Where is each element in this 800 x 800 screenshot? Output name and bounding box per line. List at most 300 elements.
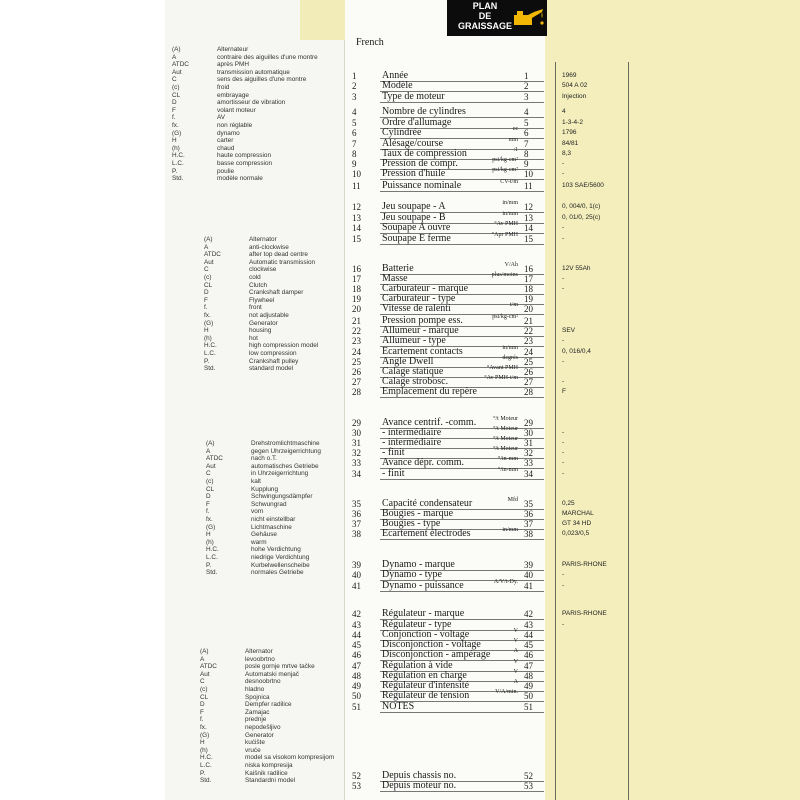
- legend-desc: anti-clockwise: [249, 243, 289, 251]
- field-unit: A: [513, 648, 518, 654]
- legend-desc: posle gornje mrtve tačke: [245, 663, 315, 671]
- form-row: [352, 580, 544, 592]
- legend-desc: gegen Uhrzeigerrichtung: [251, 447, 321, 455]
- logo-line: GRAISSAGE: [457, 21, 512, 31]
- legend-abbr: (h): [172, 144, 180, 152]
- legend-abbr: A: [172, 53, 177, 61]
- field-value: SEV: [562, 327, 576, 334]
- legend-desc: normales Getriebe: [251, 569, 304, 577]
- field-number: 25: [352, 357, 361, 367]
- field-label: Masse: [382, 273, 408, 284]
- legend-abbr: (h): [206, 538, 214, 546]
- field-number-right: 9: [524, 159, 529, 169]
- field-label: Disconjonction - ampérage: [382, 649, 491, 660]
- field-label: Batterie: [382, 263, 414, 274]
- field-label: Dynamo - puissance: [382, 580, 464, 591]
- field-value: PARIS-RHONE: [562, 610, 607, 617]
- legend-desc: Crankshaft damper: [249, 289, 304, 297]
- legend-desc: niska kompresija: [245, 761, 293, 769]
- legend-desc: modèle normale: [217, 175, 263, 183]
- field-number-right: 51: [524, 702, 533, 712]
- field-unit: CV-t/m: [500, 179, 518, 185]
- field-number: 44: [352, 630, 361, 640]
- form-row: [352, 468, 544, 480]
- field-number-right: 48: [524, 671, 533, 681]
- field-number-right: 18: [524, 284, 533, 294]
- field-label: Ordre d'allumage: [382, 117, 452, 128]
- legend-abbr: (c): [172, 83, 180, 91]
- field-label: - intermédiaire: [382, 427, 442, 438]
- field-number-right: 41: [524, 581, 533, 591]
- field-number: 19: [352, 294, 361, 304]
- field-number-right: 43: [524, 620, 533, 630]
- field-number: 53: [352, 781, 361, 791]
- field-label: - finit: [382, 468, 405, 479]
- field-number: 10: [352, 169, 361, 179]
- field-number: 14: [352, 223, 361, 233]
- field-number: 22: [352, 326, 361, 336]
- field-value: 0,023/0,5: [562, 530, 590, 537]
- legend-abbr: L.C.: [204, 349, 216, 357]
- field-number-right: 7: [524, 139, 529, 149]
- field-label: Ecartement contacts: [382, 346, 463, 357]
- field-unit: V: [513, 628, 518, 634]
- field-label: Depuis moteur no.: [382, 780, 457, 791]
- field-value: -: [562, 235, 565, 242]
- field-unit: t/m: [509, 302, 518, 308]
- legend-abbr: fx.: [172, 121, 179, 129]
- field-unit: in/mm: [502, 200, 518, 206]
- field-number: 6: [352, 128, 357, 138]
- legend-abbr: L.C.: [172, 159, 184, 167]
- field-number: 51: [352, 702, 361, 712]
- field-label: Type de moteur: [382, 91, 445, 102]
- field-value: 4: [562, 108, 566, 115]
- field-number-right: 12: [524, 202, 533, 212]
- field-unit: plus/moins: [491, 272, 518, 278]
- field-unit: in/mm: [502, 527, 518, 533]
- legend-abbr: P.: [204, 357, 210, 365]
- field-label: Depuis chassis no.: [382, 770, 457, 781]
- legend-desc: poulie: [217, 167, 235, 175]
- column-line: [555, 62, 556, 800]
- form-row: [352, 701, 544, 713]
- legend-abbr: (c): [204, 273, 212, 281]
- oil-can-icon: [511, 3, 545, 33]
- form-row: [352, 180, 544, 192]
- field-value: PARIS-RHONE: [562, 561, 607, 568]
- legend-abbr: A: [200, 655, 205, 663]
- field-value: -: [562, 459, 565, 466]
- legend-desc: chaud: [217, 144, 235, 152]
- field-number-right: 4: [524, 107, 529, 117]
- field-label: Vitesse de ralenti: [382, 303, 451, 314]
- legend-desc: nicht einstellbar: [251, 515, 296, 523]
- legend-desc: Spojnica: [245, 693, 270, 701]
- field-unit: °Avant PMH: [486, 365, 518, 371]
- legend-desc: front: [249, 304, 262, 312]
- field-number-right: 49: [524, 681, 533, 691]
- field-label: Modèle: [382, 80, 413, 91]
- field-number-right: 53: [524, 781, 533, 791]
- legend-desc: hohe Verdichtung: [251, 546, 301, 554]
- field-unit: V/A/min.: [495, 689, 518, 695]
- legend-abbr: H: [200, 739, 205, 747]
- field-label: Puissance nominale: [382, 180, 462, 191]
- legend-abbr: C: [172, 76, 177, 84]
- field-number-right: 35: [524, 499, 533, 509]
- legend-desc: Alternateur: [217, 46, 249, 53]
- field-number-right: 39: [524, 560, 533, 570]
- field-number-right: 33: [524, 458, 533, 468]
- field-value: 504 A 02: [562, 82, 588, 89]
- legend-desc: kalt: [251, 477, 261, 485]
- field-label: Jeu soupape - B: [382, 212, 446, 223]
- field-number-right: 27: [524, 377, 533, 387]
- field-number-right: 19: [524, 294, 533, 304]
- legend-abbr: (h): [200, 746, 208, 754]
- legend-abbr: D: [172, 99, 177, 107]
- legend-abbr: H: [204, 327, 209, 335]
- field-label: Régulateur de tension: [382, 690, 470, 701]
- field-value: 1796: [562, 129, 577, 136]
- field-number: 2: [352, 81, 357, 91]
- legend-desc: not adjustable: [249, 311, 289, 319]
- field-label: Dynamo - type: [382, 569, 442, 580]
- field-number-right: 44: [524, 630, 533, 640]
- field-label: Pression d'huile: [382, 168, 446, 179]
- legend-abbr: A: [206, 447, 211, 455]
- field-value: F: [562, 388, 566, 395]
- legend-desc: Kaišnik radilice: [245, 769, 288, 777]
- legend-desc: Kurbelwellenscheibe: [251, 561, 310, 569]
- legend-abbr: H.C.: [172, 152, 185, 160]
- field-label: Année: [382, 70, 409, 81]
- field-value: MARCHAL: [562, 510, 594, 517]
- field-label: Ecartement électrodes: [382, 528, 471, 539]
- field-number-right: 16: [524, 264, 533, 274]
- field-unit: V: [513, 669, 518, 675]
- field-unit: Mfd: [507, 497, 518, 503]
- field-value: -: [562, 470, 565, 477]
- legend-desc: prednje: [245, 716, 267, 724]
- field-label: Jeu soupape - A: [382, 201, 446, 212]
- legend-abbr: (c): [206, 477, 214, 485]
- legend-desc: froid: [217, 83, 230, 91]
- legend-abbr: Std.: [206, 569, 218, 577]
- legend-abbr: H: [172, 137, 177, 145]
- field-number-right: 26: [524, 367, 533, 377]
- legend-desc: Schwingungsdämpfer: [251, 493, 313, 501]
- field-unit: °/t Moteur: [493, 436, 518, 442]
- legend-desc: automatisches Getriebe: [251, 462, 319, 470]
- legend-abbr: (A): [204, 236, 213, 243]
- field-value: GT 34 HD: [562, 520, 592, 527]
- legend-desc: vorn: [251, 508, 264, 516]
- legend-desc: nach o.T.: [251, 455, 277, 463]
- field-number: 26: [352, 367, 361, 377]
- legend-abbr: Std.: [204, 365, 216, 373]
- field-number: 8: [352, 149, 357, 159]
- legend-abbr: D: [204, 289, 209, 297]
- field-label: - finit: [382, 447, 405, 458]
- legend-desc: Generator: [245, 731, 274, 739]
- field-value: -: [562, 358, 565, 365]
- legend-abbr: f.: [172, 114, 176, 122]
- legend-desc: embrayage: [217, 91, 249, 99]
- legend-abbr: H.C.: [206, 546, 219, 554]
- logo-line: PLAN: [472, 1, 498, 11]
- legend-abbr: (G): [172, 129, 182, 137]
- field-label: Capacité condensateur: [382, 498, 473, 509]
- field-unit: °Av PMH: [494, 221, 518, 227]
- field-value: 103 SAE/5600: [562, 182, 604, 189]
- field-value: -: [562, 449, 565, 456]
- field-value: -: [562, 160, 565, 167]
- field-unit: °Av PMH-t/m: [484, 375, 518, 381]
- field-number: 49: [352, 681, 361, 691]
- field-label: Pression de compr.: [382, 158, 458, 169]
- field-number: 48: [352, 671, 361, 681]
- field-label: Régulation en charge: [382, 670, 467, 681]
- legend-desc: Automatic transmission: [249, 258, 316, 266]
- field-number: 5: [352, 118, 357, 128]
- field-number: 52: [352, 771, 361, 781]
- legend-abbr: CL: [204, 281, 213, 289]
- yellow-value-sheet: [545, 0, 800, 800]
- field-number: 23: [352, 336, 361, 346]
- field-number: 30: [352, 428, 361, 438]
- field-value: 0, 004/0, 1(c): [562, 203, 601, 210]
- field-number-right: 31: [524, 438, 533, 448]
- legend-desc: model sa visokom kompresijom: [245, 754, 335, 762]
- legend-desc: Lichtmaschine: [251, 523, 292, 531]
- field-number: 34: [352, 469, 361, 479]
- field-number: 45: [352, 640, 361, 650]
- field-number: 11: [352, 181, 361, 191]
- legend-abbr: Std.: [172, 175, 184, 183]
- field-value: 8,3: [562, 150, 572, 157]
- field-number-right: 52: [524, 771, 533, 781]
- legend-desc: warm: [251, 538, 267, 546]
- legend-desc: vruće: [245, 746, 261, 754]
- legend-desc: après PMH: [217, 61, 249, 69]
- field-number-right: 47: [524, 661, 533, 671]
- field-unit: °/in-mm: [497, 467, 518, 473]
- legend-abbr: F: [172, 106, 176, 114]
- field-number-right: 38: [524, 529, 533, 539]
- field-number: 41: [352, 581, 361, 591]
- form-title: French: [356, 37, 384, 48]
- legend-desc: hladno: [245, 685, 265, 693]
- legend-desc: Standardni model: [245, 777, 296, 785]
- field-number-right: 10: [524, 169, 533, 179]
- field-number: 32: [352, 448, 361, 458]
- field-value: -: [562, 571, 565, 578]
- field-number-right: 28: [524, 387, 533, 397]
- field-number: 15: [352, 234, 361, 244]
- field-number: 37: [352, 519, 361, 529]
- field-label: Emplacement du repère: [382, 386, 477, 397]
- legend-abbr: ATDC: [206, 455, 223, 463]
- field-label: Angle Dwell: [382, 356, 434, 367]
- field-number: 35: [352, 499, 361, 509]
- legend-desc: Zamajac: [245, 708, 270, 716]
- field-number-right: 21: [524, 316, 533, 326]
- field-number-right: 42: [524, 609, 533, 619]
- field-number: 3: [352, 92, 357, 102]
- field-unit: psi/kg-cm²: [492, 167, 518, 173]
- field-label: Bougies - marque: [382, 508, 454, 519]
- field-number: 40: [352, 570, 361, 580]
- legend-desc: high compression model: [249, 342, 319, 350]
- legend-desc: amortisseur de vibration: [217, 99, 286, 107]
- field-value: 1-3-4-2: [562, 119, 583, 126]
- field-label: - intermédiaire: [382, 437, 442, 448]
- field-label: Carburateur - marque: [382, 283, 469, 294]
- legend-abbr: F: [206, 500, 210, 508]
- legend-abbr: H.C.: [204, 342, 217, 350]
- legend-abbr: D: [200, 701, 205, 709]
- field-label: Allumeur - type: [382, 335, 446, 346]
- field-number: 12: [352, 202, 361, 212]
- legend-abbr: F: [204, 296, 208, 304]
- legend-abbr: L.C.: [206, 553, 218, 561]
- field-number: 29: [352, 418, 361, 428]
- form-row: [352, 780, 544, 792]
- legend-abbr: D: [206, 493, 211, 501]
- field-number: 17: [352, 274, 361, 284]
- legend-desc: hot: [249, 334, 258, 342]
- field-unit: mm: [508, 137, 518, 143]
- field-number-right: 34: [524, 469, 533, 479]
- field-value: -: [562, 337, 565, 344]
- legend-abbr: C: [206, 470, 211, 478]
- legend-abbr: CL: [206, 485, 215, 493]
- field-number: 16: [352, 264, 361, 274]
- field-value: 0,25: [562, 500, 575, 507]
- legend-desc: volant moteur: [217, 106, 256, 114]
- field-number: 31: [352, 438, 361, 448]
- field-value: 12V 55Ah: [562, 265, 591, 272]
- legend-abbr: f.: [200, 716, 204, 724]
- field-value: -: [562, 439, 565, 446]
- field-unit: :1: [513, 147, 518, 153]
- field-value: -: [562, 378, 565, 385]
- field-number: 47: [352, 661, 361, 671]
- field-label: Taux de compression: [382, 148, 467, 159]
- field-number-right: 8: [524, 149, 529, 159]
- field-number-right: 25: [524, 357, 533, 367]
- logo-line: DE: [478, 11, 492, 21]
- legend-desc: basse compression: [217, 159, 273, 167]
- field-label: Calage statique: [382, 366, 444, 377]
- legend-desc: Dempfer radilice: [245, 701, 292, 709]
- plan-de-graissage-logo: [447, 0, 547, 36]
- legend-abbr: ATDC: [200, 663, 217, 671]
- legend-desc: Drehstromlichtmaschine: [251, 440, 320, 447]
- field-number-right: 29: [524, 418, 533, 428]
- field-number-right: 36: [524, 509, 533, 519]
- legend-abbr: C: [200, 678, 205, 686]
- field-unit: A: [513, 679, 518, 685]
- field-label: Allumeur - marque: [382, 325, 459, 336]
- field-label: Carburateur - type: [382, 293, 456, 304]
- field-unit: in/mm: [502, 345, 518, 351]
- field-value: -: [562, 582, 565, 589]
- field-unit: V: [513, 638, 518, 644]
- legend-desc: cold: [249, 273, 261, 281]
- legend-abbr: CL: [172, 91, 181, 99]
- legend-desc: Clutch: [249, 281, 268, 289]
- field-number: 21: [352, 316, 361, 326]
- legend-abbr: (G): [200, 731, 210, 739]
- legend-abbr: F: [200, 708, 204, 716]
- legend-desc: Alternator: [249, 236, 277, 243]
- field-number: 9: [352, 159, 357, 169]
- legend-abbr: L.C.: [200, 761, 212, 769]
- legend-abbr: (A): [200, 648, 209, 655]
- field-label: Disconjonction - voltage: [382, 639, 481, 650]
- field-value: 0, 016/0,4: [562, 348, 591, 355]
- field-label: Régulateur d'intensité: [382, 680, 470, 691]
- legend-abbr: C: [204, 266, 209, 274]
- legend-desc: Alternator: [245, 648, 273, 655]
- legend-desc: Generator: [249, 319, 278, 327]
- legend-abbr: (A): [206, 440, 215, 447]
- field-value: Injection: [562, 93, 587, 100]
- legend-desc: haute compression: [217, 152, 271, 160]
- legend-abbr: P.: [172, 167, 178, 175]
- field-unit: psi/kg-cm²: [492, 314, 518, 320]
- field-unit: V/Ah: [504, 262, 518, 268]
- legend-abbr: P.: [206, 561, 212, 569]
- legend-abbr: fx.: [204, 311, 211, 319]
- field-value: -: [562, 275, 565, 282]
- field-label: Pression pompe ess.: [382, 315, 463, 326]
- legend-abbr: H: [206, 531, 211, 539]
- legend-desc: carter: [217, 137, 234, 145]
- legend-desc: Automatski menjač: [245, 670, 299, 678]
- legend-abbr: fx.: [200, 723, 207, 731]
- legend-desc: Schwungrad: [251, 500, 287, 508]
- field-label: Avance centrif. -comm.: [382, 417, 477, 428]
- field-label: Nombre de cylindres: [382, 106, 466, 117]
- legend-abbr: CL: [200, 693, 209, 701]
- field-number-right: 14: [524, 223, 533, 233]
- form-row: [352, 91, 544, 103]
- field-number: 43: [352, 620, 361, 630]
- field-number-right: 23: [524, 336, 533, 346]
- legend-abbr: f.: [206, 508, 210, 516]
- legend-abbr: Aut: [172, 68, 182, 76]
- field-number: 36: [352, 509, 361, 519]
- field-value: -: [562, 170, 565, 177]
- field-number: 20: [352, 304, 361, 314]
- legend-desc: transmission automatique: [217, 68, 290, 76]
- legend-desc: standard model: [249, 365, 294, 373]
- form-row: [352, 528, 544, 540]
- field-label: Calage strobosc.: [382, 376, 449, 387]
- field-value: -: [562, 621, 565, 628]
- field-number: 1: [352, 71, 357, 81]
- field-unit: degrés: [502, 355, 518, 361]
- field-label: Cylindrée: [382, 127, 422, 138]
- field-number: 46: [352, 650, 361, 660]
- field-number: 27: [352, 377, 361, 387]
- field-number: 7: [352, 139, 357, 149]
- field-value: 0, 01/0, 25(c): [562, 214, 601, 221]
